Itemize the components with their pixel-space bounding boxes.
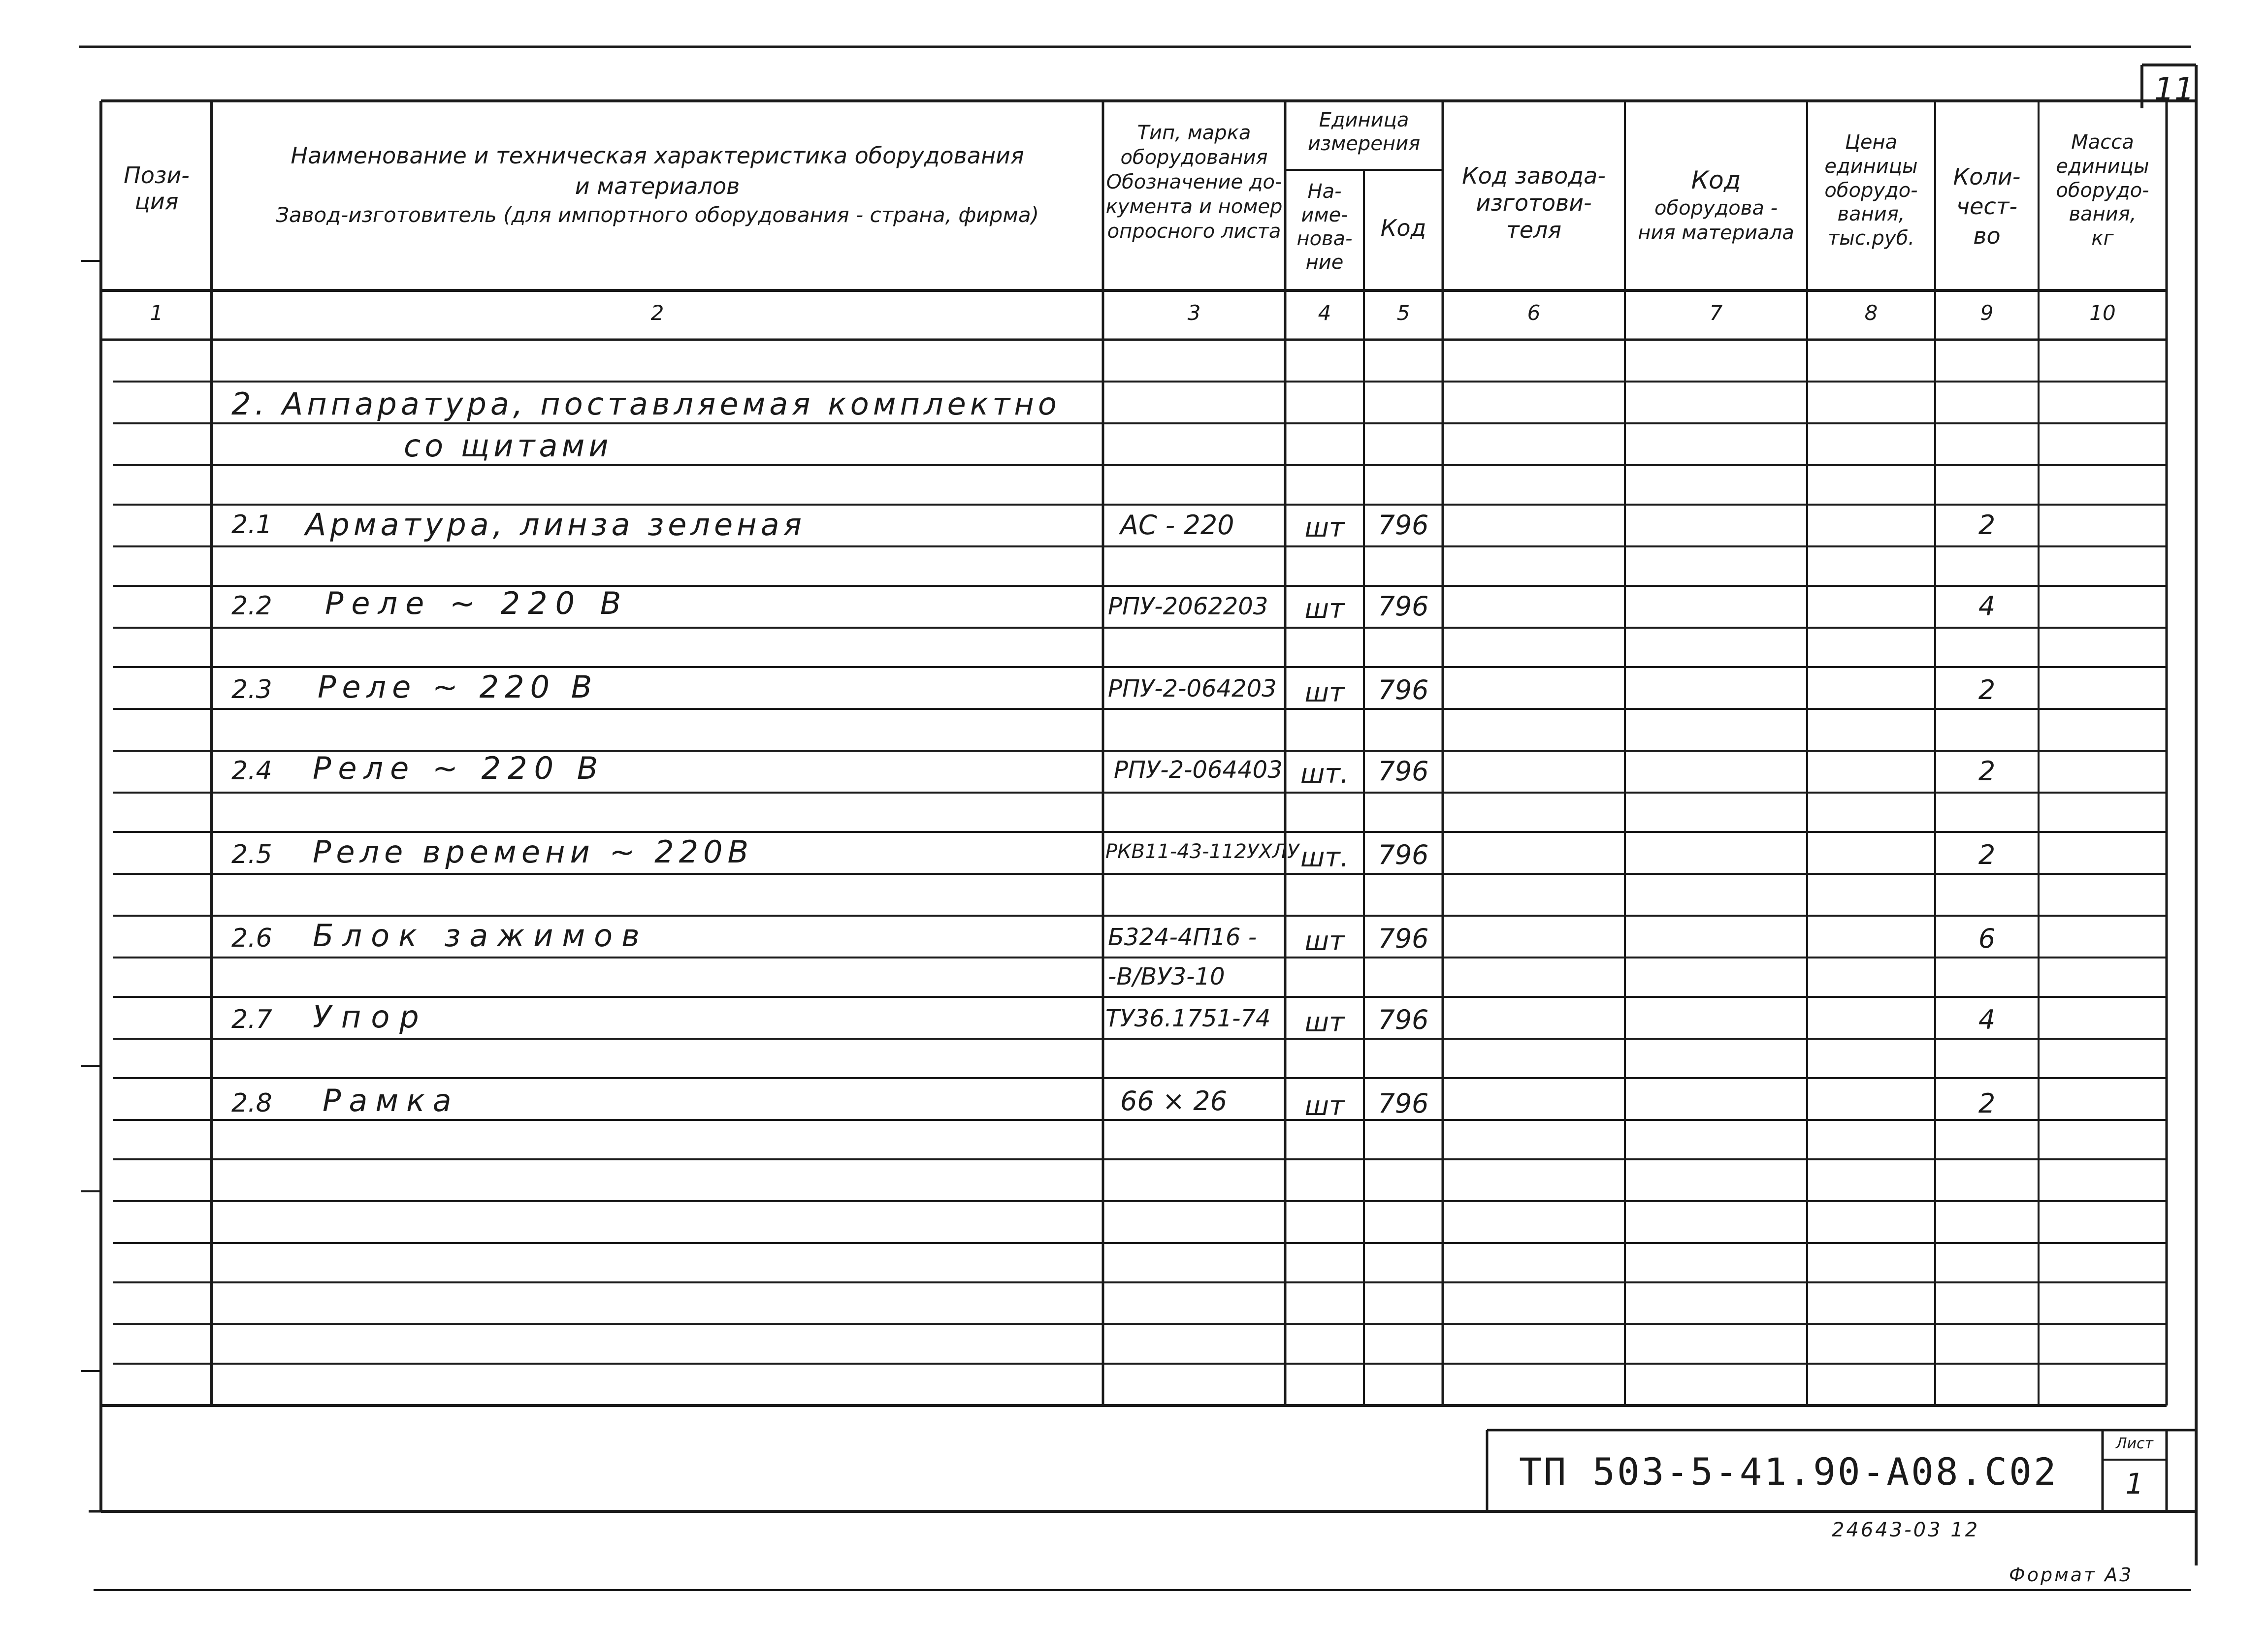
header-name: Наименование и техническая характеристика оборудования и материалов Завод-изготовитель (для импортного оборудования - страна, фирма) — [275, 142, 1039, 227]
item-unit: шт. — [1300, 842, 1349, 873]
header-equip-code: Код оборудова - ния материала — [1638, 166, 1794, 244]
item-code: 796 — [1378, 839, 1429, 870]
item-qty: 2 — [1978, 839, 1996, 870]
header-unit-name: На- име- нова- ние — [1296, 180, 1353, 274]
header-unit: Единица измерения — [1307, 109, 1421, 155]
item-unit: шт — [1304, 677, 1345, 708]
item-code: 796 — [1378, 1004, 1429, 1035]
header-price: Цена единицы оборудо- вания, тыс.руб. — [1824, 131, 1918, 250]
item-type: РКВ11-43-112УХЛУ — [1105, 840, 1299, 863]
item-type: ТУ36.1751-74 — [1105, 1005, 1271, 1032]
item-pos: 2.5 — [231, 840, 272, 869]
item-name: Реле ~ 220 В — [318, 669, 598, 705]
item-name: Блок зажимов — [313, 918, 648, 954]
item-pos: 2.1 — [231, 510, 272, 540]
column-number: 5 — [1396, 301, 1410, 325]
item-pos: 2.2 — [231, 591, 272, 621]
inventory-number: 24643-03 12 — [1832, 1519, 1980, 1541]
item-qty: 6 — [1978, 923, 1996, 954]
format-label: Формат А3 — [2009, 1564, 2134, 1586]
header-position: Пози- ция — [124, 162, 190, 215]
item-code: 796 — [1378, 674, 1429, 705]
sheet-label: Лист — [2115, 1435, 2154, 1452]
header-mass: Масса единицы оборудо- вания, кг — [2056, 131, 2149, 250]
item-name: Упор — [313, 999, 429, 1035]
item-type: Б324-4П16 - — [1108, 924, 1257, 951]
column-number: 9 — [1980, 301, 1994, 325]
item-qty: 2 — [1978, 510, 1996, 541]
item-type: РПУ-2-064403 — [1114, 756, 1283, 784]
item-name: Реле времени ~ 220В — [313, 834, 754, 870]
item-unit: шт. — [1300, 758, 1349, 789]
column-number: 8 — [1864, 301, 1878, 325]
column-number: 2 — [650, 301, 664, 325]
header-unit-code: Код — [1380, 215, 1426, 241]
item-unit: шт — [1304, 1090, 1345, 1121]
item-type: АС - 220 — [1120, 510, 1234, 541]
item-unit: шт — [1304, 1007, 1345, 1038]
section-title-line2: со щитами — [404, 428, 613, 464]
sheet-number: 1 — [2125, 1467, 2144, 1500]
item-unit: шт — [1304, 512, 1345, 543]
item-pos: 2.7 — [231, 1005, 272, 1034]
item-name: Реле ~ 220 В — [325, 585, 629, 621]
document-designation: ТП 503-5-41.90-А08.С02 — [1519, 1450, 2058, 1494]
column-number: 3 — [1187, 301, 1201, 325]
column-number: 10 — [2089, 301, 2116, 325]
item-name: Реле ~ 220 В — [313, 750, 605, 786]
item-code: 796 — [1378, 591, 1429, 622]
header-type: Тип, марка оборудования Обозначение до- кумента и номер опросного листа — [1105, 122, 1283, 243]
item-unit: шт — [1304, 593, 1345, 624]
item-pos: 2.6 — [231, 924, 272, 953]
item-type: 66 × 26 — [1120, 1085, 1228, 1117]
column-number: 7 — [1709, 301, 1723, 325]
item-pos: 2.8 — [231, 1088, 272, 1118]
item-code: 796 — [1378, 510, 1429, 541]
item-type: РПУ-2-064203 — [1108, 675, 1277, 702]
item-qty: 4 — [1978, 1004, 1996, 1035]
sheet-number-top: 11 — [2154, 71, 2195, 108]
item-name: Арматура, линза зеленая — [305, 507, 806, 543]
header-maker-code: Код завода- изготови- теля — [1462, 162, 1606, 244]
item-code: 796 — [1378, 923, 1429, 954]
item-type: РПУ-2062203 — [1108, 593, 1268, 620]
column-number: 6 — [1527, 301, 1541, 325]
item-qty: 4 — [1978, 591, 1996, 622]
item-name: Рамка — [323, 1083, 459, 1118]
column-number: 4 — [1318, 301, 1331, 325]
item-qty: 2 — [1978, 1088, 1996, 1119]
section-title-line1: 2. Аппаратура, поставляемая комплектно — [231, 386, 1061, 422]
item-pos: 2.4 — [231, 756, 272, 786]
item-code: 796 — [1378, 756, 1429, 787]
header-qty: Коли- чест- во — [1953, 163, 2021, 249]
item-qty: 2 — [1978, 674, 1996, 705]
item-pos: 2.3 — [231, 675, 272, 704]
item-qty: 2 — [1978, 756, 1996, 787]
item-type-continued: -В/ВУ3-10 — [1108, 963, 1225, 990]
item-unit: шт — [1304, 926, 1345, 957]
column-number: 1 — [150, 301, 163, 325]
item-code: 796 — [1378, 1088, 1429, 1119]
